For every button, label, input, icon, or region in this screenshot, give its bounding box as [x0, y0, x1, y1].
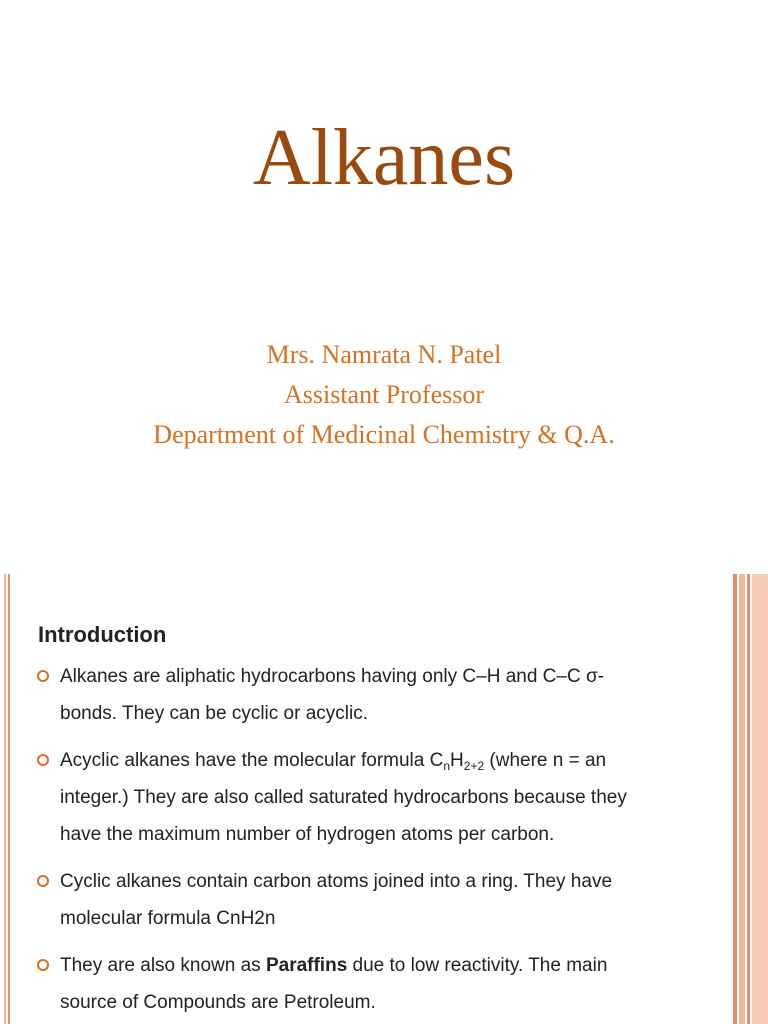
formula-h: H — [450, 750, 464, 771]
section-heading: Introduction — [38, 622, 167, 647]
right-decorative-band — [739, 574, 745, 1024]
introduction-slide — [0, 574, 768, 1024]
formula-subscript-n: n — [443, 759, 451, 773]
circle-bullet-icon — [37, 875, 49, 887]
bullet-text: Alkanes are aliphatic hydrocarbons having only C–H and C–C σ-bonds. They can be cyclic or acyclic. — [60, 666, 605, 724]
author-block — [0, 335, 768, 455]
bullet-text: Cyclic alkanes contain carbon atoms joined into a ring. They have molecular formula CnH2n — [60, 871, 613, 929]
bullet-text-post: due to low reactivity. The main source of Compounds are Petroleum. — [60, 955, 608, 1013]
list-item — [36, 947, 656, 1021]
list-item — [36, 742, 656, 853]
circle-bullet-icon — [37, 754, 49, 766]
right-decorative-band — [747, 574, 750, 1024]
paraffins-term: Paraffins — [265, 955, 348, 976]
formula-subscript-2n2: 2+2 — [463, 759, 485, 773]
right-decorative-band — [752, 574, 768, 1024]
slide-title: Alkanes — [252, 114, 516, 202]
bullet-text-post: (where n = an integer.) They are also called saturated hydrocarbons because they have the maximum number of hydrogen atoms per carbon. — [60, 750, 627, 845]
author-position: Assistant Professor — [283, 380, 485, 409]
left-decorative-stripe — [4, 574, 6, 1024]
author-name: Mrs. Namrata N. Patel — [266, 340, 502, 369]
bullet-list — [36, 658, 656, 1024]
list-item — [36, 863, 656, 937]
list-item — [36, 658, 656, 732]
bullet-text-pre: Acyclic alkanes have the molecular formula C — [60, 750, 444, 771]
right-decorative-band — [733, 574, 737, 1024]
left-decorative-stripe — [8, 574, 10, 1024]
circle-bullet-icon — [37, 959, 49, 971]
circle-bullet-icon — [37, 670, 49, 682]
bullet-text-pre: They are also known as — [60, 955, 266, 976]
author-department: Department of Medicinal Chemistry & Q.A. — [153, 420, 615, 449]
